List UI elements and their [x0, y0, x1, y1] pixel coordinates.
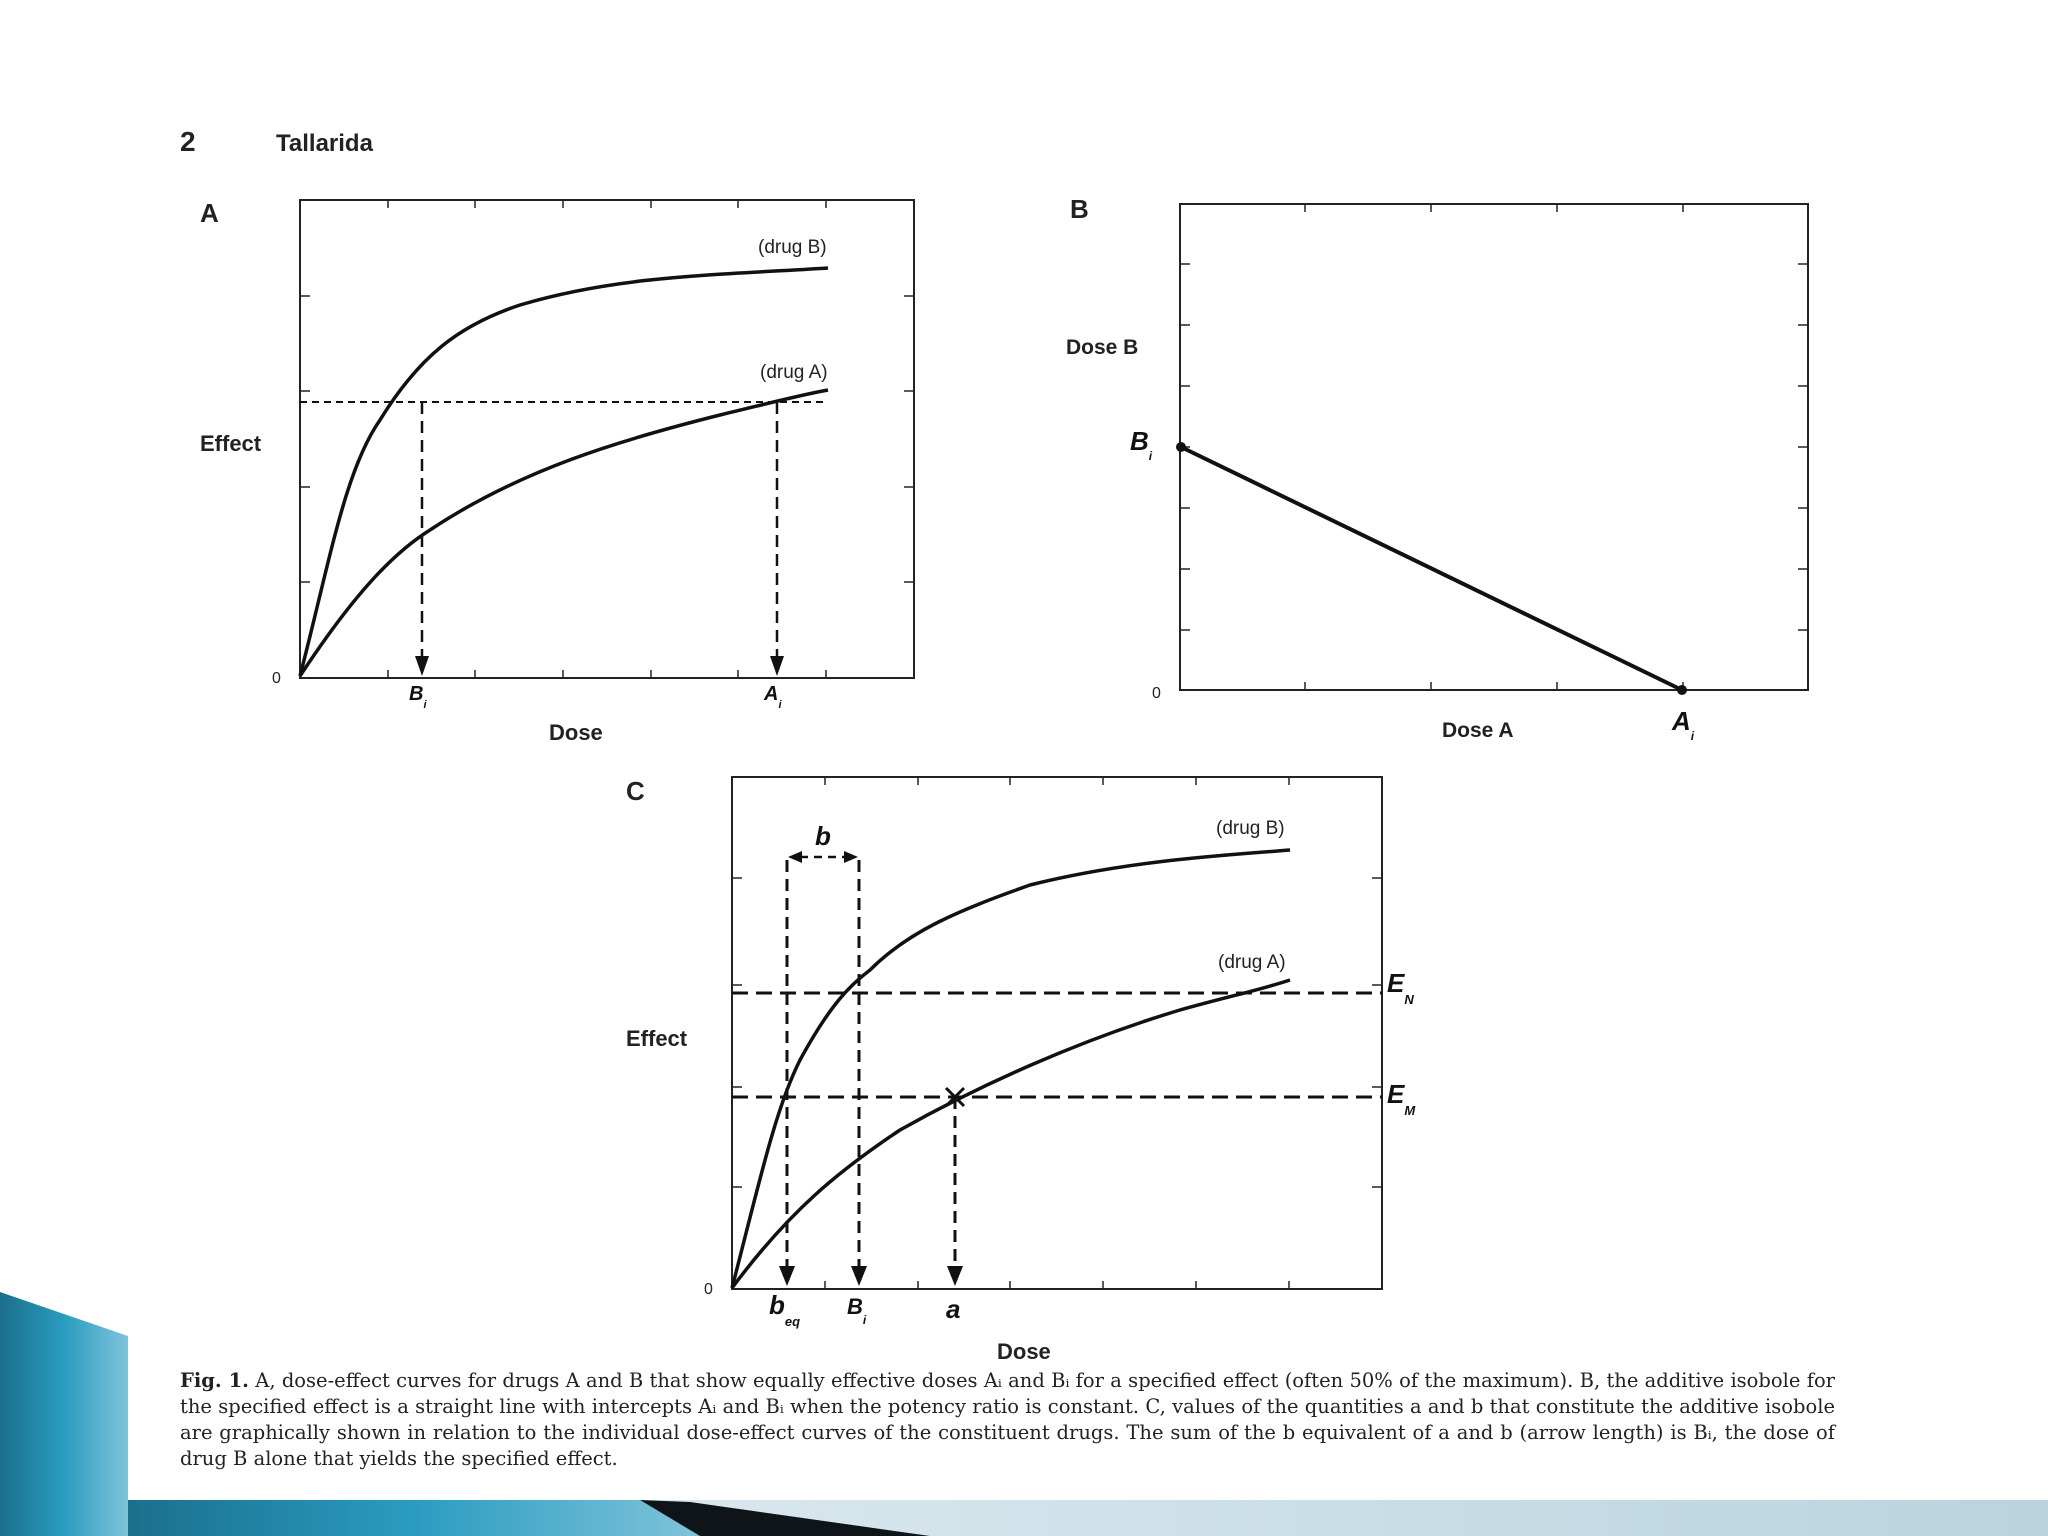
panel-c-curve-drug-a	[732, 980, 1290, 1288]
panel-b-intercept-ai: $A_i$	[1672, 706, 1695, 743]
panel-c-level-em-label: $E_M$	[1387, 1079, 1416, 1118]
panel-a-marker-bi: $B_i$	[409, 683, 427, 711]
panel-c-curve-label-drug-b: (drug B)	[1216, 818, 1285, 839]
panel-c-arrowhead-beq	[779, 1266, 795, 1286]
panel-a-letter: A	[200, 198, 219, 228]
panel-c-arrow-b-label: b	[815, 821, 831, 851]
panel-c-level-en-label: $E_N$	[1387, 968, 1414, 1007]
figure-caption	[180, 1368, 1835, 1472]
panel-b-y-label: Dose B	[1066, 336, 1139, 359]
page-number: 2	[180, 126, 196, 157]
caption-fig-label: Fig. 1.	[180, 1369, 249, 1392]
panel-c-marker-bi: $B_i$	[847, 1294, 867, 1327]
panel-c-marker-a: a	[946, 1294, 961, 1324]
panel-a-origin-label: 0	[272, 670, 281, 687]
panel-b-origin-label: 0	[1152, 685, 1161, 702]
panel-c-frame	[732, 777, 1382, 1289]
panel-c-ticks	[732, 777, 1382, 1289]
panel-a-marker-ai: $A_i$	[764, 683, 782, 711]
panel-b-x-label: Dose A	[1442, 719, 1514, 742]
page-author: Tallarida	[276, 130, 373, 157]
panel-c-y-label: Effect	[626, 1026, 688, 1051]
panel-c-x-label: Dose	[997, 1339, 1051, 1364]
panel-c-curve-label-drug-a: (drug A)	[1218, 952, 1286, 973]
panel-c-origin-label: 0	[704, 1281, 713, 1298]
panel-a-curve-label-drug-b: (drug B)	[758, 237, 827, 258]
panel-c-arrowhead-bi	[851, 1266, 867, 1286]
panel-a-curve-label-drug-a: (drug A)	[760, 362, 828, 383]
panel-a-x-label: Dose	[549, 720, 603, 745]
panel-b-intercept-bi: $B_i$	[1130, 426, 1153, 463]
caption-text: A, dose-effect curves for drugs A and B that show equally effective doses Aᵢ and Bᵢ for a specified effect (often 50% of the maximum). B, the additive isobole for the specified effect is a straight line with intercepts Aᵢ and Bᵢ when the potency ratio is constant. C, values of the quantities a and b that constitute the additive isobole are graphically shown in relation to the individual dose-effect curves of the constituent drugs. The sum of the b equivalent of a and b (arrow length) is Bᵢ, the dose of drug B alone that yields the specified effect.	[180, 1369, 1835, 1470]
panel-c-b-span-arrowhead-right	[844, 851, 858, 863]
panel-c-arrowhead-a	[947, 1266, 963, 1286]
panel-c-marker-beq: $b_{eq}$	[769, 1290, 801, 1329]
panel-c-curve-drug-b	[732, 850, 1290, 1288]
panel-b-letter: B	[1070, 194, 1089, 224]
panel-c-b-span-arrowhead-left	[788, 851, 802, 863]
panel-a-y-label: Effect	[200, 431, 262, 456]
panel-c-letter: C	[626, 776, 645, 806]
